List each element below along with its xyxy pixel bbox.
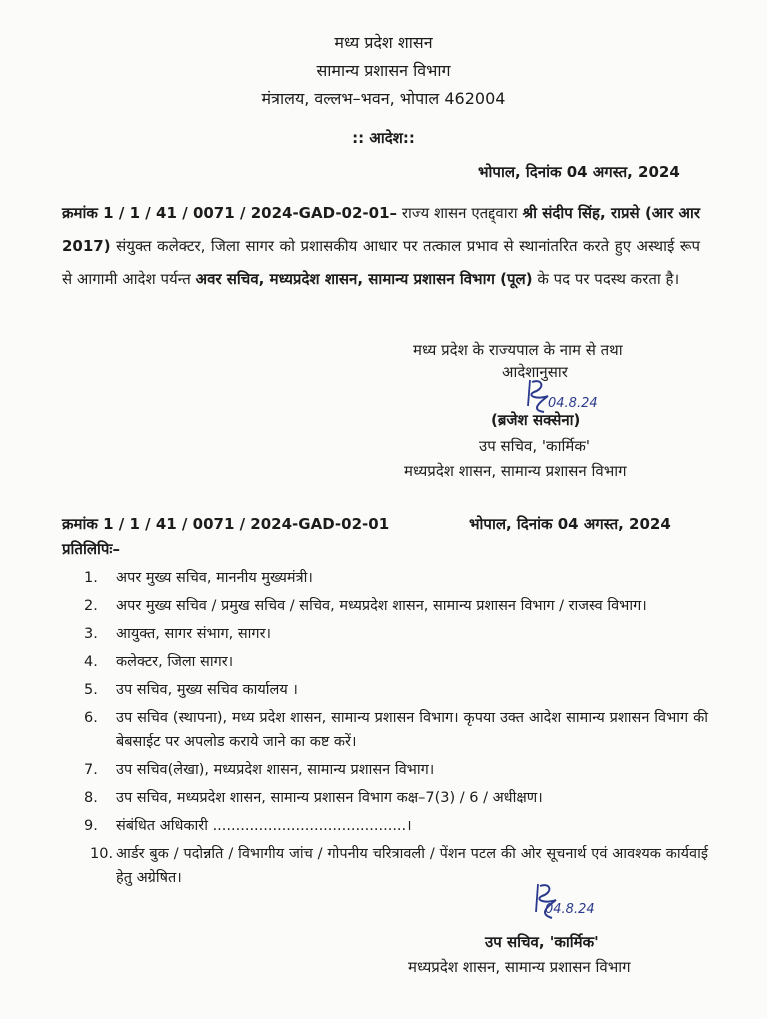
list-item-number: 1. [84,570,98,586]
order-body [62,197,700,296]
copy-place-date: भोपाल, दिनांक 04 अगस्त, 2024 [469,515,671,533]
order-text-3: के पद पर पदस्थ करता है। [532,270,680,288]
signature-2-date: 04.8.24 [545,902,595,917]
list-item-text: उप सचिव, मध्यप्रदेश शासन, सामान्य प्रशासन विभाग कक्ष–7(3) / 6 / अधीक्षण। [116,790,543,806]
order-ref-number: क्रमांक 1 / 1 / 41 / 0071 / 2024-GAD-02-01– [62,204,398,222]
list-item-number: 3. [84,626,98,642]
list-item-number: 2. [84,598,98,614]
list-item-text: संबंधित अधिकारी ..........................................। [116,818,412,834]
list-item [62,594,708,618]
list-item [62,622,708,646]
copy-recipients-list [62,566,708,890]
list-item-text: कलेक्टर, जिला सागर। [116,654,234,670]
order-place-date: भोपाल, दिनांक 04 अगस्त, 2024 [478,163,680,181]
list-item-number: 8. [84,790,98,806]
order-text-1: राज्य शासन एतद्द्वारा [397,204,523,222]
new-post: अवर सचिव, मध्यप्रदेश शासन, सामान्य प्रशासन विभाग (पूल) [195,270,533,288]
signatory-2-department: मध्यप्रदेश शासन, सामान्य प्रशासन विभाग [408,958,631,976]
list-item-text: उप सचिव(लेखा), मध्यप्रदेश शासन, सामान्य प्रशासन विभाग। [116,762,435,778]
list-item [62,678,708,702]
copy-ref-number-text: क्रमांक 1 / 1 / 41 / 0071 / 2024-GAD-02-01 [62,515,390,533]
list-item-text: अपर मुख्य सचिव / प्रमुख सचिव / सचिव, मध्यप्रदेश शासन, सामान्य प्रशासन विभाग / राजस्व विभाग। [116,598,647,614]
header-department: सामान्य प्रशासन विभाग [316,61,451,80]
list-item-text: उप सचिव, मुख्य सचिव कार्यालय । [116,682,298,698]
officer-name: श्री संदीप सिंह, राप्रसे (आर आर 2017) [62,204,700,255]
list-item-number: 5. [84,682,98,698]
signatory-1-designation: उप सचिव, 'कार्मिक' [479,437,590,455]
list-item [62,814,708,838]
list-item-number: 10. [90,846,114,862]
list-item-text: आयुक्त, सागर संभाग, सागर। [116,626,272,642]
order-text-2: संयुक्त कलेक्टर, जिला सागर को प्रशासकीय आधार पर तत्काल प्रभाव से स्थानांतरित करते हुए अस्थाई रूप से आगामी आदेश पर्यन्त [62,237,700,288]
copy-heading: प्रतिलिपिः– [62,540,120,558]
list-item-text: उप सचिव (स्थापना), मध्य प्रदेश शासन, सामान्य प्रशासन विभाग। कृपया उक्त आदेश सामान्य प्रशासन विभाग की बेबसाईट पर अपलोड कराये जाने का कष्ट करें। [116,710,708,750]
list-item [62,566,708,590]
list-item-number: 9. [84,818,98,834]
signatory-2-designation: उप सचिव, 'कार्मिक' [485,933,599,951]
list-item [62,650,708,674]
list-item-text: अपर मुख्य सचिव, माननीय मुख्यमंत्री। [116,570,313,586]
header-address: मंत्रालय, वल्लभ–भवन, भोपाल 462004 [261,89,506,108]
authority-line-1: मध्य प्रदेश के राज्यपाल के नाम से तथा [413,341,623,359]
signature-1-date: 04.8.24 [548,396,598,411]
copy-ref-number [62,514,389,534]
signatory-1-name: (ब्रजेश सक्सेना) [491,411,581,429]
authority-line-2: आदेशानुसार [502,363,568,381]
list-item [62,758,708,782]
list-item [62,706,708,754]
list-item-number: 4. [84,654,98,670]
list-item-number: 7. [84,762,98,778]
list-item-text: आर्डर बुक / पदोन्नति / विभागीय जांच / गोपनीय चरित्रावली / पेंशन पटल की ओर सूचनार्थ एवं आवश्यक कार्यवाई हेतु अग्रेषित। [116,846,708,886]
signatory-1-department: मध्यप्रदेश शासन, सामान्य प्रशासन विभाग [404,462,627,480]
header-state: मध्य प्रदेश शासन [334,33,433,52]
list-item [62,786,708,810]
order-title: :: आदेश:: [352,129,415,147]
list-item-number: 6. [84,710,98,726]
